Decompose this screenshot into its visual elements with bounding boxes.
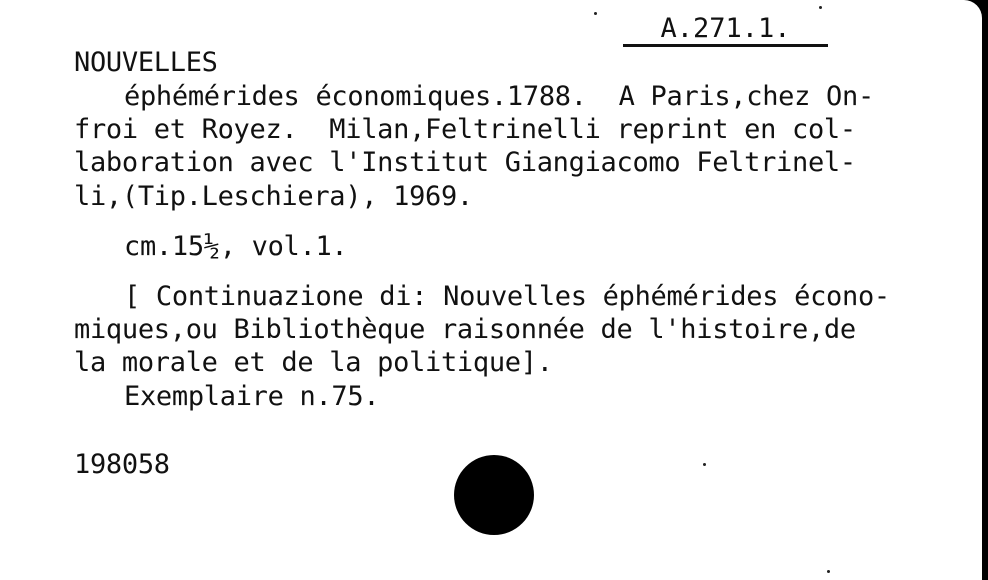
title-line-1: éphémérides économiques.1788. A Paris,chez On- (124, 81, 874, 112)
note-line-3: la morale et de la politique]. (74, 347, 553, 378)
ink-speck (819, 6, 822, 9)
accession-number: 198058 (74, 449, 170, 480)
title-line-4: li,(Tip.Leschiera), 1969. (74, 181, 473, 212)
title-line-3: laboration avec l'Institut Giangiacomo Feltrinel- (74, 147, 856, 178)
ink-speck (703, 463, 706, 466)
shelfmark: A.271.1. (623, 14, 828, 47)
note-line-1: [ Continuazione di: Nouvelles éphémérides écono- (124, 281, 890, 312)
heading: NOUVELLES (74, 47, 218, 78)
note-line-2: miques,ou Bibliothèque raisonnée de l'histoire,de (74, 314, 856, 345)
ink-speck (827, 570, 830, 573)
ink-speck (594, 12, 597, 15)
physical-description: cm.15½, vol.1. (124, 231, 348, 262)
punch-hole (454, 455, 534, 535)
title-line-2: froi et Royez. Milan,Feltrinelli reprint en col- (74, 114, 856, 145)
copy-note: Exemplaire n.75. (124, 381, 380, 412)
